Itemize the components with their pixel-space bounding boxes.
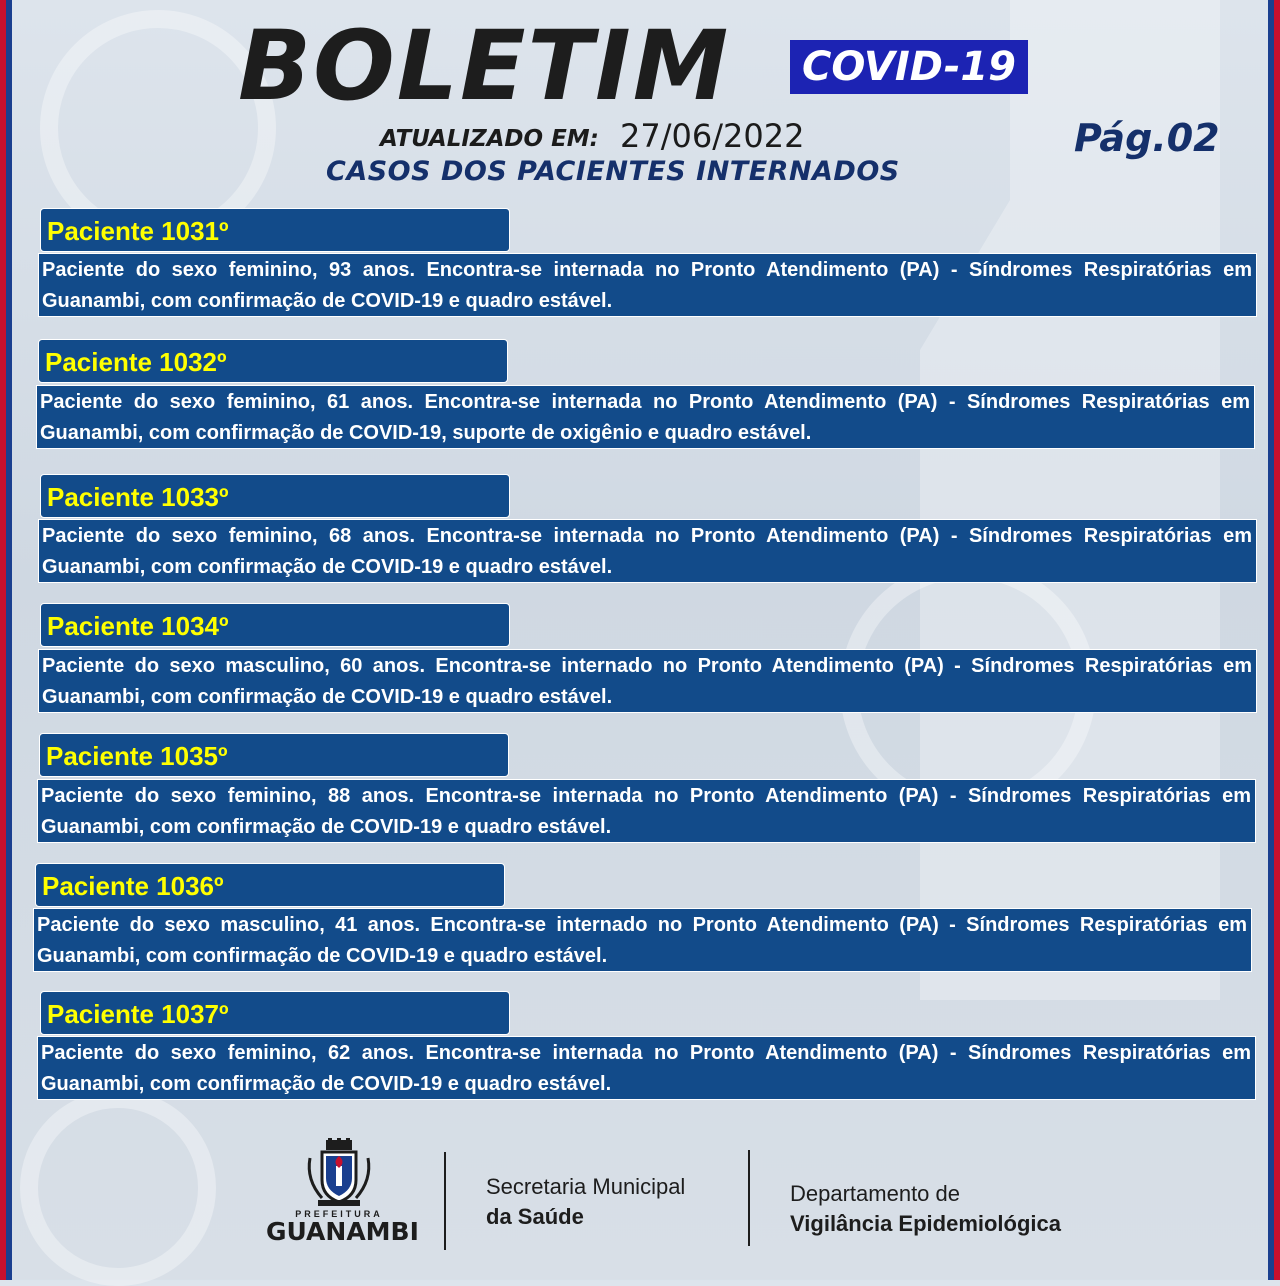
background-virus-icon: [20, 1090, 216, 1286]
footer-divider: [748, 1150, 750, 1246]
secretaria-line1: Secretaria Municipal: [486, 1174, 686, 1199]
updated-date: 27/06/2022: [620, 117, 805, 155]
logo-prefeitura-text: PREFEITURA: [295, 1209, 383, 1219]
patient-description: Paciente do sexo feminino, 61 anos. Encontra-se internada no Pronto Atendimento (PA) - Síndromes Respiratórias em Guanambi, com confirmação de COVID-19, suporte de oxigênio e quadro estável.: [36, 385, 1255, 449]
city-crest-icon: [304, 1138, 374, 1208]
patient-description: Paciente do sexo masculino, 41 anos. Encontra-se internado no Pronto Atendimento (PA) - Síndromes Respiratórias em Guanambi, com confirmação de COVID-19 e quadro estável.: [33, 908, 1252, 972]
patient-description: Paciente do sexo masculino, 60 anos. Encontra-se internado no Pronto Atendimento (PA) - Síndromes Respiratórias em Guanambi, com confirmação de COVID-19 e quadro estável.: [38, 649, 1257, 713]
page-subtitle: CASOS DOS PACIENTES INTERNADOS: [326, 156, 900, 187]
left-stripe: [0, 0, 12, 1280]
patient-description: Paciente do sexo feminino, 88 anos. Encontra-se internada no Pronto Atendimento (PA) - Síndromes Respiratórias em Guanambi, com confirmação de COVID-19 e quadro estável.: [37, 779, 1256, 843]
covid-badge: COVID-19: [790, 40, 1028, 94]
patient-label: Paciente 1036º: [35, 863, 505, 907]
patient-label: Paciente 1034º: [40, 603, 510, 647]
patient-label: Paciente 1037º: [40, 991, 510, 1035]
secretaria-line2: da Saúde: [486, 1204, 584, 1229]
right-stripe: [1268, 0, 1280, 1280]
patient-description: Paciente do sexo feminino, 68 anos. Encontra-se internada no Pronto Atendimento (PA) - Síndromes Respiratórias em Guanambi, com confirmação de COVID-19 e quadro estável.: [38, 519, 1257, 583]
secretaria-block: [486, 1172, 685, 1232]
footer-divider: [444, 1152, 446, 1250]
departamento-line2: Vigilância Epidemiológica: [790, 1211, 1062, 1236]
departamento-block: [790, 1179, 1061, 1239]
patient-description: Paciente do sexo feminino, 62 anos. Encontra-se internada no Pronto Atendimento (PA) - Síndromes Respiratórias em Guanambi, com confirmação de COVID-19 e quadro estável.: [37, 1036, 1256, 1100]
updated-label: ATUALIZADO EM:: [380, 126, 599, 152]
departamento-line1: Departamento de: [790, 1181, 960, 1206]
patient-label: Paciente 1033º: [40, 474, 510, 518]
logo-city-name: GUANAMBI: [266, 1217, 419, 1246]
patient-description: Paciente do sexo feminino, 93 anos. Encontra-se internada no Pronto Atendimento (PA) - Síndromes Respiratórias em Guanambi, com confirmação de COVID-19 e quadro estável.: [38, 253, 1257, 317]
patient-label: Paciente 1032º: [38, 339, 508, 383]
patient-label: Paciente 1031º: [40, 208, 510, 252]
page-number: Pág.02: [1074, 116, 1220, 160]
patient-label: Paciente 1035º: [39, 733, 509, 777]
page-title: BOLETIM: [238, 10, 731, 122]
prefeitura-logo: [266, 1136, 419, 1256]
